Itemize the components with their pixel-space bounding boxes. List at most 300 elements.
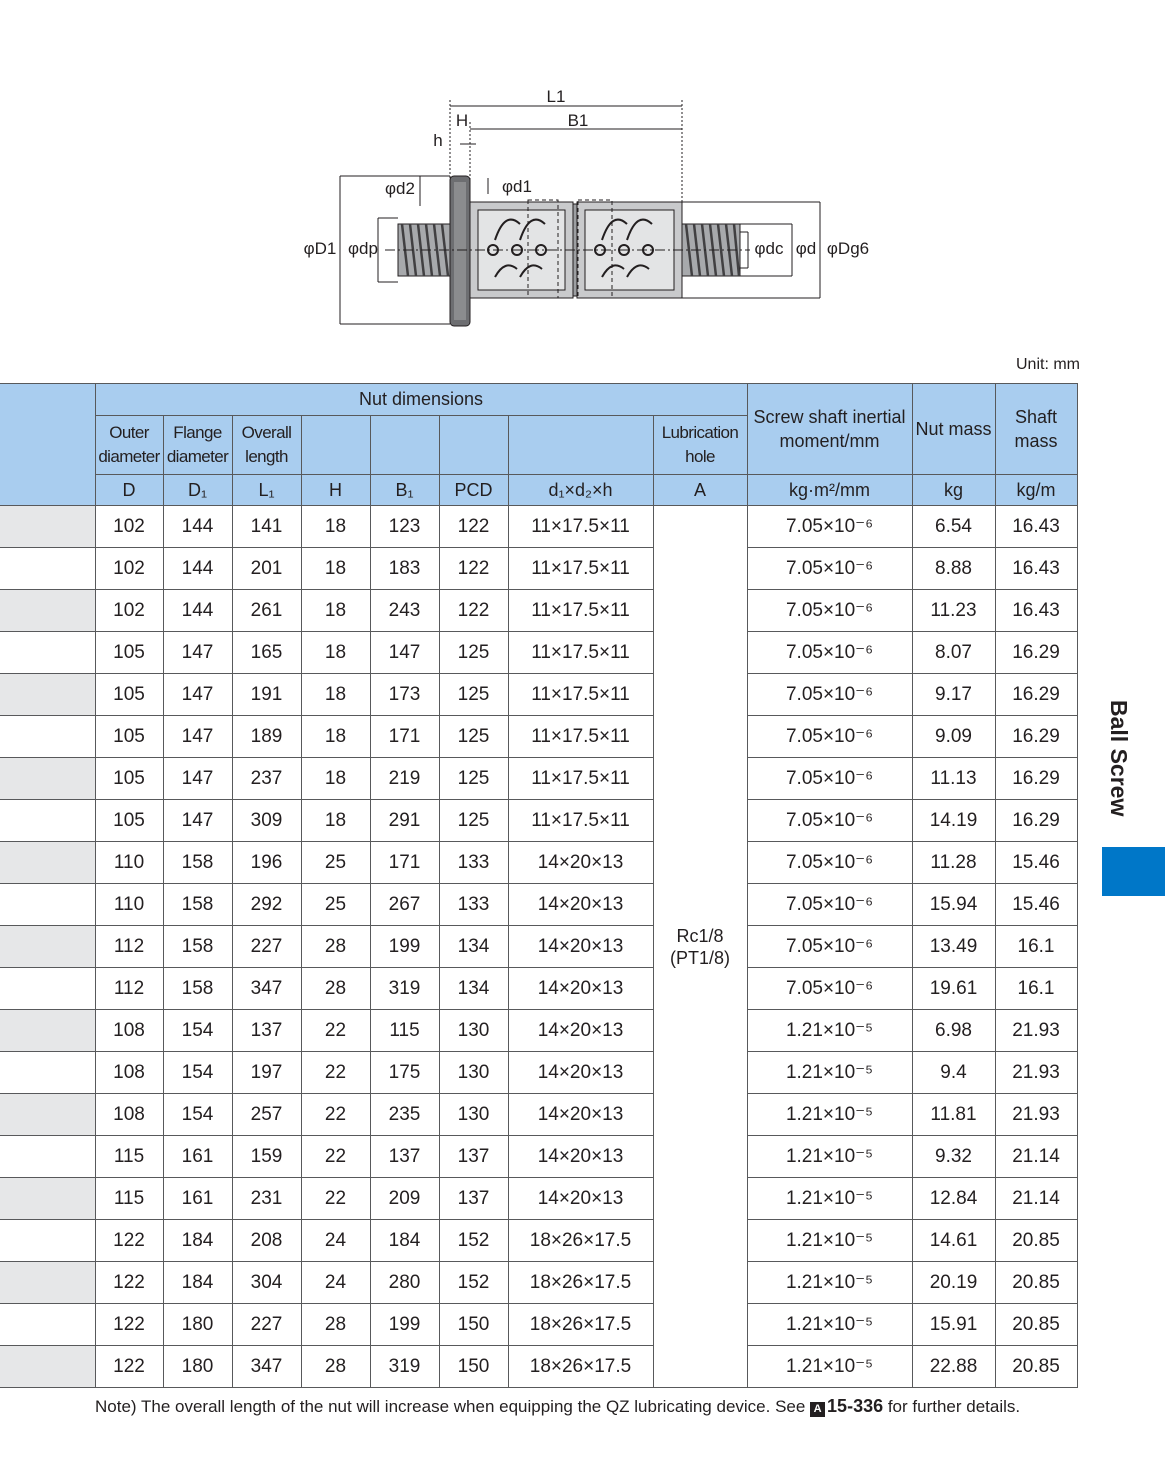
cell-pcd: 122 — [439, 506, 508, 548]
cell-d1: 180 — [163, 1304, 232, 1346]
cell-b1: 147 — [370, 632, 439, 674]
cell-h: 18 — [301, 674, 370, 716]
cell-shaft-mass: 16.29 — [995, 716, 1077, 758]
cell-dims: 11×17.5×11 — [508, 632, 653, 674]
cell-pcd: 150 — [439, 1304, 508, 1346]
nut-dimension-diagram — [290, 82, 890, 332]
cell-h: 28 — [301, 1304, 370, 1346]
lubrication-hole-header: Lubrication hole — [653, 416, 747, 475]
side-tab-text: Ball Screw — [1106, 700, 1132, 817]
header-blank — [301, 416, 370, 475]
cell-d1: 184 — [163, 1220, 232, 1262]
cell-shaft-mass: 16.29 — [995, 674, 1077, 716]
table-row — [0, 548, 1077, 590]
cell-d: 102 — [95, 590, 163, 632]
cell-dims: 18×26×17.5 — [508, 1220, 653, 1262]
cell-l1: 191 — [232, 674, 301, 716]
model-cell — [0, 968, 95, 1010]
cell-h: 25 — [301, 842, 370, 884]
cell-pcd: 125 — [439, 800, 508, 842]
cell-shaft-mass: 16.29 — [995, 800, 1077, 842]
cell-h: 18 — [301, 590, 370, 632]
cell-l1: 231 — [232, 1178, 301, 1220]
cell-dims: 11×17.5×11 — [508, 800, 653, 842]
cell-l1: 237 — [232, 758, 301, 800]
cell-l1: 304 — [232, 1262, 301, 1304]
model-cell — [0, 716, 95, 758]
cell-d1: 158 — [163, 968, 232, 1010]
cell-dims: 14×20×13 — [508, 1136, 653, 1178]
symbol-shaft-mass-unit: kg/m — [995, 475, 1077, 506]
model-cell — [0, 1346, 95, 1388]
cell-b1: 137 — [370, 1136, 439, 1178]
cell-pcd: 125 — [439, 758, 508, 800]
cell-d: 102 — [95, 506, 163, 548]
cell-pcd: 122 — [439, 590, 508, 632]
symbol-inertia-unit: kg·m²/mm — [747, 475, 912, 506]
cell-d1: 161 — [163, 1178, 232, 1220]
cell-d: 110 — [95, 884, 163, 926]
cell-pcd: 125 — [439, 674, 508, 716]
label-d2: φd2 — [385, 179, 415, 198]
page-ref-icon: A — [810, 1402, 825, 1417]
cell-inertia: 7.05×10⁻⁶ — [747, 716, 912, 758]
cell-dims: 14×20×13 — [508, 1178, 653, 1220]
cell-nut-mass: 8.88 — [912, 548, 995, 590]
cell-d: 102 — [95, 548, 163, 590]
cell-dims: 14×20×13 — [508, 968, 653, 1010]
cell-l1: 292 — [232, 884, 301, 926]
cell-d: 105 — [95, 800, 163, 842]
table-row — [0, 1094, 1077, 1136]
model-cell — [0, 1052, 95, 1094]
cell-b1: 171 — [370, 842, 439, 884]
model-cell — [0, 1178, 95, 1220]
cell-b1: 184 — [370, 1220, 439, 1262]
cell-nut-mass: 11.23 — [912, 590, 995, 632]
table-row — [0, 1220, 1077, 1262]
cell-shaft-mass: 20.85 — [995, 1262, 1077, 1304]
cell-d: 115 — [95, 1178, 163, 1220]
nut-dimensions-table — [0, 383, 1078, 1388]
model-cell — [0, 632, 95, 674]
cell-pcd: 130 — [439, 1052, 508, 1094]
table-row — [0, 1262, 1077, 1304]
cell-nut-mass: 11.28 — [912, 842, 995, 884]
label-d: φd — [795, 239, 817, 258]
table-row — [0, 632, 1077, 674]
symbol-B1: B₁ — [370, 475, 439, 506]
cell-inertia: 7.05×10⁻⁶ — [747, 926, 912, 968]
model-cell — [0, 758, 95, 800]
cell-d1: 154 — [163, 1010, 232, 1052]
cell-b1: 235 — [370, 1094, 439, 1136]
cell-b1: 243 — [370, 590, 439, 632]
cell-h: 18 — [301, 632, 370, 674]
cell-inertia: 1.21×10⁻⁵ — [747, 1220, 912, 1262]
cell-d1: 147 — [163, 716, 232, 758]
cell-dims: 11×17.5×11 — [508, 674, 653, 716]
label-H: H — [455, 111, 469, 130]
cell-pcd: 137 — [439, 1136, 508, 1178]
cell-dims: 18×26×17.5 — [508, 1262, 653, 1304]
cell-dims: 11×17.5×11 — [508, 716, 653, 758]
cell-d1: 147 — [163, 632, 232, 674]
cell-nut-mass: 22.88 — [912, 1346, 995, 1388]
cell-h: 28 — [301, 926, 370, 968]
cell-d1: 144 — [163, 590, 232, 632]
cell-b1: 175 — [370, 1052, 439, 1094]
cell-nut-mass: 13.49 — [912, 926, 995, 968]
header-blank — [439, 416, 508, 475]
model-cell — [0, 842, 95, 884]
model-cell — [0, 926, 95, 968]
cell-inertia: 7.05×10⁻⁶ — [747, 506, 912, 548]
cell-l1: 208 — [232, 1220, 301, 1262]
table-row — [0, 1136, 1077, 1178]
cell-h: 22 — [301, 1094, 370, 1136]
cell-pcd: 152 — [439, 1262, 508, 1304]
cell-nut-mass: 14.61 — [912, 1220, 995, 1262]
outer-diameter-header: Outer diameter — [95, 416, 163, 475]
cell-d: 122 — [95, 1262, 163, 1304]
cell-d1: 147 — [163, 800, 232, 842]
model-cell — [0, 1262, 95, 1304]
cell-nut-mass: 9.17 — [912, 674, 995, 716]
cell-shaft-mass: 16.43 — [995, 590, 1077, 632]
nut-dimensions-header: Nut dimensions — [95, 384, 747, 416]
cell-nut-mass: 20.19 — [912, 1262, 995, 1304]
model-cell — [0, 800, 95, 842]
cell-pcd: 122 — [439, 548, 508, 590]
cell-inertia: 7.05×10⁻⁶ — [747, 674, 912, 716]
cell-pcd: 125 — [439, 632, 508, 674]
table-row — [0, 716, 1077, 758]
cell-pcd: 150 — [439, 1346, 508, 1388]
cell-pcd: 125 — [439, 716, 508, 758]
cell-dims: 11×17.5×11 — [508, 506, 653, 548]
cell-inertia: 7.05×10⁻⁶ — [747, 758, 912, 800]
lubrication-hole-cell: Rc1/8 (PT1/8) — [653, 506, 747, 1388]
cell-dims: 11×17.5×11 — [508, 758, 653, 800]
cell-inertia: 1.21×10⁻⁵ — [747, 1052, 912, 1094]
cell-d1: 154 — [163, 1094, 232, 1136]
cell-pcd: 152 — [439, 1220, 508, 1262]
cell-l1: 257 — [232, 1094, 301, 1136]
cell-h: 18 — [301, 758, 370, 800]
cell-shaft-mass: 20.85 — [995, 1304, 1077, 1346]
cell-h: 22 — [301, 1052, 370, 1094]
table-row — [0, 1010, 1077, 1052]
cell-b1: 199 — [370, 926, 439, 968]
label-d1: φd1 — [502, 177, 532, 196]
cell-d1: 161 — [163, 1136, 232, 1178]
cell-b1: 291 — [370, 800, 439, 842]
cell-d: 108 — [95, 1010, 163, 1052]
cell-d1: 144 — [163, 506, 232, 548]
cell-b1: 280 — [370, 1262, 439, 1304]
cell-h: 18 — [301, 716, 370, 758]
model-cell — [0, 1136, 95, 1178]
cell-l1: 227 — [232, 1304, 301, 1346]
cell-nut-mass: 12.84 — [912, 1178, 995, 1220]
cell-h: 28 — [301, 968, 370, 1010]
table-body — [0, 506, 1077, 1388]
cell-d1: 158 — [163, 884, 232, 926]
shaft-mass-header: Shaft mass — [995, 384, 1077, 475]
symbol-D1: D₁ — [163, 475, 232, 506]
cell-d: 122 — [95, 1304, 163, 1346]
cell-l1: 347 — [232, 1346, 301, 1388]
cell-d: 105 — [95, 758, 163, 800]
cell-pcd: 134 — [439, 968, 508, 1010]
ball-screw-side-tab-label — [1098, 700, 1138, 830]
cell-b1: 199 — [370, 1304, 439, 1346]
cell-shaft-mass: 16.29 — [995, 632, 1077, 674]
model-cell — [0, 506, 95, 548]
cell-pcd: 130 — [439, 1010, 508, 1052]
model-cell — [0, 1010, 95, 1052]
cell-d1: 180 — [163, 1346, 232, 1388]
cell-inertia: 7.05×10⁻⁶ — [747, 968, 912, 1010]
symbol-D: D — [95, 475, 163, 506]
cell-nut-mass: 11.13 — [912, 758, 995, 800]
label-D1: φD1 — [303, 239, 337, 258]
symbol-nut-mass-unit: kg — [912, 475, 995, 506]
symbol-L1: L₁ — [232, 475, 301, 506]
cell-d: 110 — [95, 842, 163, 884]
model-header-cell — [0, 384, 95, 506]
cell-pcd: 137 — [439, 1178, 508, 1220]
table-row — [0, 1052, 1077, 1094]
table-row — [0, 842, 1077, 884]
cell-h: 22 — [301, 1136, 370, 1178]
cell-d: 112 — [95, 968, 163, 1010]
cell-inertia: 1.21×10⁻⁵ — [747, 1094, 912, 1136]
cell-h: 18 — [301, 800, 370, 842]
cell-shaft-mass: 16.1 — [995, 926, 1077, 968]
cell-dims: 14×20×13 — [508, 1094, 653, 1136]
cell-inertia: 7.05×10⁻⁶ — [747, 842, 912, 884]
cell-d1: 147 — [163, 758, 232, 800]
cell-inertia: 1.21×10⁻⁵ — [747, 1304, 912, 1346]
cell-inertia: 1.21×10⁻⁵ — [747, 1010, 912, 1052]
cell-h: 22 — [301, 1010, 370, 1052]
cell-nut-mass: 19.61 — [912, 968, 995, 1010]
model-cell — [0, 1220, 95, 1262]
model-cell — [0, 1094, 95, 1136]
cell-d: 122 — [95, 1220, 163, 1262]
cell-inertia: 7.05×10⁻⁶ — [747, 884, 912, 926]
cell-b1: 171 — [370, 716, 439, 758]
cell-dims: 18×26×17.5 — [508, 1346, 653, 1388]
symbol-A: A — [653, 475, 747, 506]
side-tab-marker[interactable] — [1102, 847, 1165, 896]
cell-inertia: 7.05×10⁻⁶ — [747, 548, 912, 590]
table-row — [0, 926, 1077, 968]
cell-shaft-mass: 16.43 — [995, 548, 1077, 590]
cell-l1: 201 — [232, 548, 301, 590]
cell-d1: 147 — [163, 674, 232, 716]
table-row — [0, 1304, 1077, 1346]
model-cell — [0, 674, 95, 716]
cell-d: 112 — [95, 926, 163, 968]
cell-d1: 184 — [163, 1262, 232, 1304]
cell-d1: 154 — [163, 1052, 232, 1094]
cell-b1: 123 — [370, 506, 439, 548]
cell-pcd: 134 — [439, 926, 508, 968]
cell-nut-mass: 8.07 — [912, 632, 995, 674]
cell-l1: 309 — [232, 800, 301, 842]
cell-b1: 319 — [370, 968, 439, 1010]
cell-d1: 144 — [163, 548, 232, 590]
cell-inertia: 7.05×10⁻⁶ — [747, 590, 912, 632]
cell-dims: 14×20×13 — [508, 1010, 653, 1052]
cell-d: 105 — [95, 674, 163, 716]
cell-nut-mass: 15.94 — [912, 884, 995, 926]
cell-inertia: 1.21×10⁻⁵ — [747, 1178, 912, 1220]
cell-b1: 115 — [370, 1010, 439, 1052]
cell-d1: 158 — [163, 926, 232, 968]
cell-d: 105 — [95, 632, 163, 674]
cell-l1: 197 — [232, 1052, 301, 1094]
header-blank — [508, 416, 653, 475]
cell-d: 115 — [95, 1136, 163, 1178]
model-cell — [0, 548, 95, 590]
cell-dims: 18×26×17.5 — [508, 1304, 653, 1346]
cell-h: 18 — [301, 548, 370, 590]
cell-nut-mass: 15.91 — [912, 1304, 995, 1346]
cell-l1: 227 — [232, 926, 301, 968]
cell-nut-mass: 9.4 — [912, 1052, 995, 1094]
cell-b1: 183 — [370, 548, 439, 590]
symbol-dims: d₁×d₂×h — [508, 475, 653, 506]
cell-dims: 14×20×13 — [508, 926, 653, 968]
cell-d: 105 — [95, 716, 163, 758]
cell-shaft-mass: 20.85 — [995, 1346, 1077, 1388]
model-cell — [0, 590, 95, 632]
note-text-end: for further details. — [883, 1397, 1021, 1416]
table-row — [0, 758, 1077, 800]
cell-dims: 11×17.5×11 — [508, 548, 653, 590]
cell-dims: 14×20×13 — [508, 884, 653, 926]
cell-nut-mass: 11.81 — [912, 1094, 995, 1136]
cell-shaft-mass: 15.46 — [995, 884, 1077, 926]
cell-inertia: 7.05×10⁻⁶ — [747, 800, 912, 842]
cell-b1: 319 — [370, 1346, 439, 1388]
cell-shaft-mass: 16.43 — [995, 506, 1077, 548]
cell-shaft-mass: 16.1 — [995, 968, 1077, 1010]
cell-l1: 261 — [232, 590, 301, 632]
ball-screw-drawing — [290, 82, 890, 332]
cell-nut-mass: 9.09 — [912, 716, 995, 758]
cell-pcd: 133 — [439, 884, 508, 926]
cell-l1: 165 — [232, 632, 301, 674]
cell-shaft-mass: 21.93 — [995, 1094, 1077, 1136]
cell-h: 25 — [301, 884, 370, 926]
cell-inertia: 1.21×10⁻⁵ — [747, 1262, 912, 1304]
footnote — [95, 1396, 1020, 1417]
cell-pcd: 130 — [439, 1094, 508, 1136]
table-row — [0, 674, 1077, 716]
cell-nut-mass: 14.19 — [912, 800, 995, 842]
model-cell — [0, 1304, 95, 1346]
label-L1: L1 — [546, 87, 566, 106]
table-row — [0, 884, 1077, 926]
cell-b1: 209 — [370, 1178, 439, 1220]
cell-l1: 196 — [232, 842, 301, 884]
cell-b1: 173 — [370, 674, 439, 716]
cell-d: 108 — [95, 1094, 163, 1136]
label-B1: B1 — [567, 111, 589, 130]
cell-h: 24 — [301, 1262, 370, 1304]
cell-dims: 14×20×13 — [508, 1052, 653, 1094]
inertia-header: Screw shaft inertial moment/mm — [747, 384, 912, 475]
cell-l1: 159 — [232, 1136, 301, 1178]
label-dp: φdp — [348, 239, 378, 258]
cell-d: 122 — [95, 1346, 163, 1388]
cell-shaft-mass: 21.14 — [995, 1178, 1077, 1220]
cell-shaft-mass: 21.93 — [995, 1052, 1077, 1094]
cell-nut-mass: 9.32 — [912, 1136, 995, 1178]
cell-l1: 141 — [232, 506, 301, 548]
cell-d: 108 — [95, 1052, 163, 1094]
overall-length-header: Overall length — [232, 416, 301, 475]
cell-shaft-mass: 16.29 — [995, 758, 1077, 800]
cell-l1: 189 — [232, 716, 301, 758]
cell-inertia: 1.21×10⁻⁵ — [747, 1346, 912, 1388]
cell-h: 28 — [301, 1346, 370, 1388]
cell-inertia: 1.21×10⁻⁵ — [747, 1136, 912, 1178]
cell-nut-mass: 6.54 — [912, 506, 995, 548]
table-row — [0, 1346, 1077, 1388]
table-row — [0, 590, 1077, 632]
table-row — [0, 800, 1077, 842]
nut-mass-header: Nut mass — [912, 384, 995, 475]
cell-d1: 158 — [163, 842, 232, 884]
label-Dg6: φDg6 — [826, 239, 870, 258]
cell-l1: 137 — [232, 1010, 301, 1052]
cell-b1: 267 — [370, 884, 439, 926]
label-dc: φdc — [754, 239, 784, 258]
cell-l1: 347 — [232, 968, 301, 1010]
cell-shaft-mass: 21.14 — [995, 1136, 1077, 1178]
cell-h: 24 — [301, 1220, 370, 1262]
cell-nut-mass: 6.98 — [912, 1010, 995, 1052]
model-cell — [0, 884, 95, 926]
flange-diameter-header: Flange diameter — [163, 416, 232, 475]
table-row — [0, 1178, 1077, 1220]
cell-dims: 14×20×13 — [508, 842, 653, 884]
table-row — [0, 506, 1077, 548]
cell-b1: 219 — [370, 758, 439, 800]
cell-h: 22 — [301, 1178, 370, 1220]
header-blank — [370, 416, 439, 475]
page-ref[interactable]: 15-336 — [827, 1396, 884, 1416]
table-row — [0, 968, 1077, 1010]
unit-label: Unit: mm — [1016, 356, 1080, 373]
cell-shaft-mass: 21.93 — [995, 1010, 1077, 1052]
symbol-PCD: PCD — [439, 475, 508, 506]
cell-h: 18 — [301, 506, 370, 548]
cell-dims: 11×17.5×11 — [508, 590, 653, 632]
cell-inertia: 7.05×10⁻⁶ — [747, 632, 912, 674]
cell-shaft-mass: 20.85 — [995, 1220, 1077, 1262]
symbol-H: H — [301, 475, 370, 506]
note-text: Note) The overall length of the nut will increase when equipping the QZ lubricating device. See — [95, 1397, 811, 1416]
label-h: h — [433, 131, 443, 150]
cell-shaft-mass: 15.46 — [995, 842, 1077, 884]
